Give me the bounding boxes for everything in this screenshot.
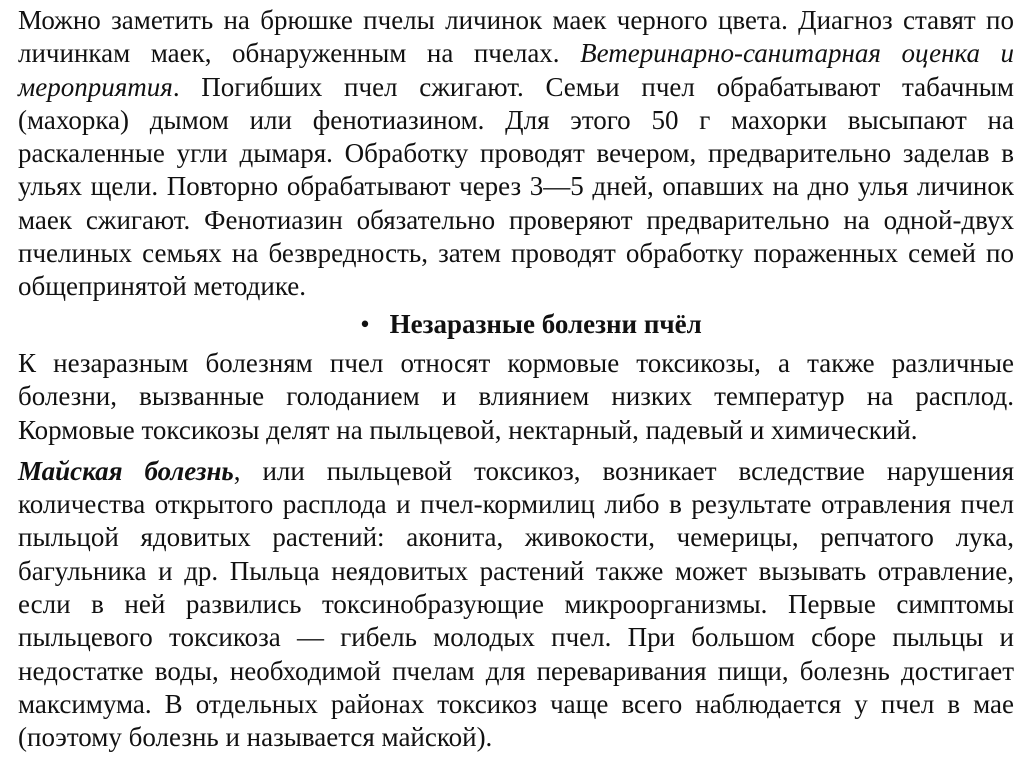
document-page [18, 4, 1014, 755]
paragraph-treatment-text-a: Можно заметить на брюшке пчелы личинок маек черного цвета. Диагноз ставят по личинкам маек, обнаруженным на пчелах. [18, 5, 1014, 69]
bullet-icon: • [360, 308, 370, 339]
paragraph-noninfectious-text: К незаразным болезням пчел относят кормовые токсикозы, а также различные болезни, вызванные голоданием и влиянием низких температур на расплод. Кормовые токсикозы делят на пыльцевой, нектарный, падевый и химический. [18, 347, 1014, 445]
may-disease-term: Майская болезнь [18, 455, 234, 486]
paragraph-treatment [18, 4, 1014, 304]
paragraph-treatment-text-b: . Погибших пчел сжигают. Семьи пчел обрабатывают табачным (махорка) дымом или фенотиазином. Для этого 50 г махорки высыпают на раскаленные угли дымаря. Обработку проводят вечером, предварительно заделав в ульях щели. Повторно обрабатывают через 3—5 дней, опавших на дно улья личинок маек сжигают. Фенотиазин обязательно проверяют предварительно на одной-двух пчелиных семьях на безвредность, затем проводят обработку пораженных семей по общепринятой методике. [18, 71, 1014, 302]
section-heading-text: Незаразные болезни пчёл [389, 308, 702, 339]
paragraph-may-disease [18, 455, 1014, 755]
section-heading [18, 308, 1014, 341]
section-reference-italic: Ветеринарно-санитарная оценка и мероприятия [18, 38, 1014, 102]
paragraph-may-disease-text: , или пыльцевой токсикоз, возникает вследствие нарушения количества открытого расплода и пчел-кормилиц либо в результате отравления пчел пыльцой ядовитых растений: аконита, живокости, чемерицы, репчатого лука, багульника и др. Пыльца неядовитых растений также может вызывать отравление, если в ней развились токсинобразующие микроорганизмы. Первые симптомы пыльцевого токсикоза — гибель молодых пчел. При большом сборе пыльцы и недостатке воды, необходимой пчелам для переваривания пищи, болезнь достигает максимума. В отдельных районах токсикоз чаще всего наблюдается у пчел в мае (поэтому болезнь и называется майской). [18, 455, 1014, 753]
paragraph-noninfectious [18, 347, 1014, 447]
